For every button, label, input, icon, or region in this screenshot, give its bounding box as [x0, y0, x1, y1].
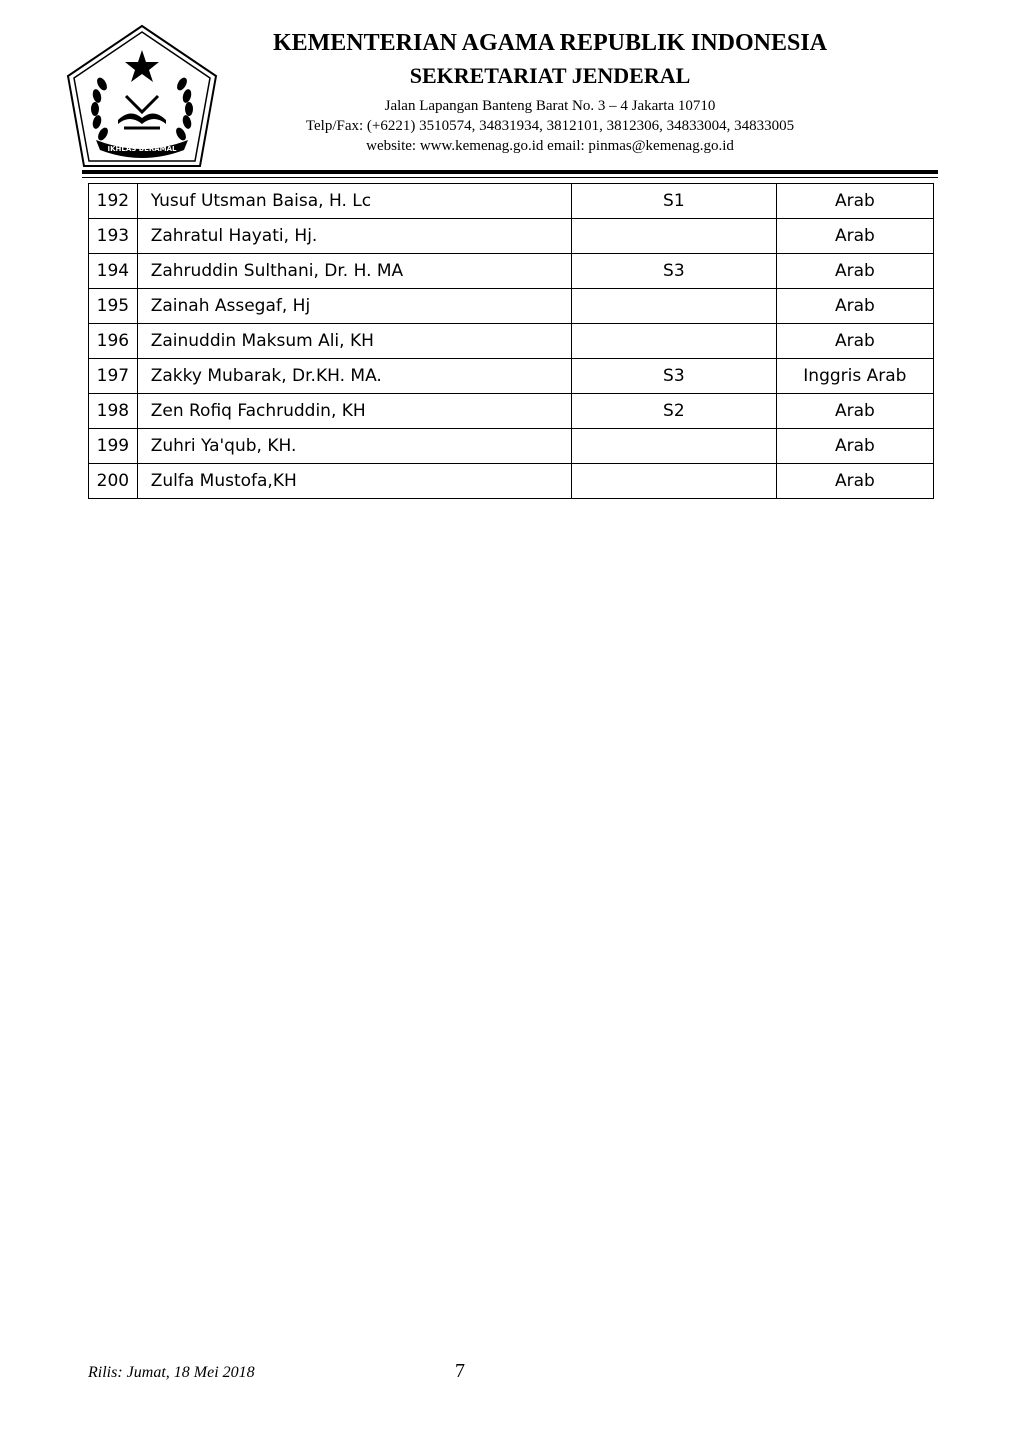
cell-name: Zainah Assegaf, Hj [137, 289, 571, 324]
address: Jalan Lapangan Banteng Barat No. 3 – 4 Jakarta 10710 [384, 98, 716, 114]
cell-name: Zahruddin Sulthani, Dr. H. MA [137, 254, 571, 289]
cell-language: Arab [776, 254, 933, 289]
website-email: website: www.kemenag.go.id email: pinmas@kemenag.go.id [366, 138, 734, 154]
cell-name: Zulfa Mustofa,KH [137, 464, 571, 499]
cell-language: Arab [776, 324, 933, 359]
cell-education [571, 219, 776, 254]
phone-fax: Telp/Fax: (+6221) 3510574, 34831934, 3812101, 3812306, 34833004, 34833005 [305, 118, 795, 134]
table-row [89, 394, 934, 429]
letterhead-text [230, 28, 870, 156]
release-date: Rilis: Jumat, 18 Mei 2018 [88, 1364, 255, 1381]
table-row [89, 289, 934, 324]
cell-education: S1 [571, 184, 776, 219]
cell-number: 196 [89, 324, 138, 359]
cell-language: Inggris Arab [776, 359, 933, 394]
cell-name: Zakky Mubarak, Dr.KH. MA. [137, 359, 571, 394]
table-row [89, 359, 934, 394]
cell-education: S2 [571, 394, 776, 429]
cell-name: Zen Rofiq Fachruddin, KH [137, 394, 571, 429]
header-rule-thin [82, 177, 938, 178]
cell-name: Zuhri Ya'qub, KH. [137, 429, 571, 464]
cell-number: 197 [89, 359, 138, 394]
ministry-title: KEMENTERIAN AGAMA REPUBLIK INDONESIA [272, 30, 828, 56]
table-row [89, 254, 934, 289]
table-row [89, 324, 934, 359]
cell-education [571, 429, 776, 464]
table-row [89, 219, 934, 254]
cell-name: Zainuddin Maksum Ali, KH [137, 324, 571, 359]
cell-education [571, 324, 776, 359]
svg-text:IKHLAS BERAMAL: IKHLAS BERAMAL [107, 145, 177, 153]
cell-language: Arab [776, 184, 933, 219]
header-rule-thick [82, 170, 938, 174]
cell-language: Arab [776, 219, 933, 254]
cell-language: Arab [776, 289, 933, 324]
cell-education: S3 [571, 359, 776, 394]
page-number: 7 [455, 1360, 465, 1382]
cell-number: 192 [89, 184, 138, 219]
cell-number: 200 [89, 464, 138, 499]
table-row [89, 464, 934, 499]
table-body [89, 184, 934, 499]
table-row [89, 184, 934, 219]
letterhead [0, 0, 1024, 180]
cell-education [571, 289, 776, 324]
cell-number: 198 [89, 394, 138, 429]
cell-number: 195 [89, 289, 138, 324]
cell-number: 194 [89, 254, 138, 289]
cell-language: Arab [776, 429, 933, 464]
cell-language: Arab [776, 394, 933, 429]
cell-name: Yusuf Utsman Baisa, H. Lc [137, 184, 571, 219]
cell-education: S3 [571, 254, 776, 289]
cell-education [571, 464, 776, 499]
cell-language: Arab [776, 464, 933, 499]
cell-number: 199 [89, 429, 138, 464]
cell-name: Zahratul Hayati, Hj. [137, 219, 571, 254]
table-row [89, 429, 934, 464]
kemenag-emblem-icon [66, 24, 218, 168]
secretariat-title: SEKRETARIAT JENDERAL [409, 63, 691, 88]
cell-number: 193 [89, 219, 138, 254]
scholar-table [88, 183, 934, 499]
